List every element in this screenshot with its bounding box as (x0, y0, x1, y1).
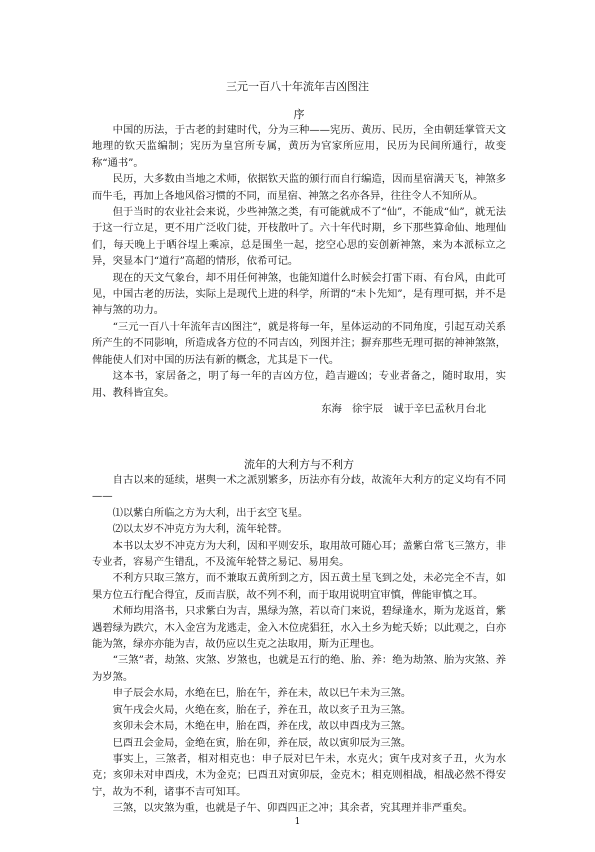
preface-paragraph: 中国的历法，于古老的封建时代，分为三种——宪历、黄历、民历，全由朝廷掌管天文地理的钦天监编制；宪历为皇宫所专属，黄历为官家所应用，民历为民间所通行，故变称“通书”。 (92, 124, 506, 169)
preface-paragraph: 这本书，家居备之，明了每一年的吉凶方位，趋吉避凶；专业者备之，随时取用，实用、教科皆宜矣。 (92, 370, 506, 399)
section-paragraph: 自古以来的延续，堪舆一术之派别繁多，历法亦有分歧，故流年大利方的定义均有不同—— (92, 474, 506, 503)
favorable-directions-section (92, 458, 506, 817)
preface-signature: 东海 徐宇辰 诚于辛巳孟秋月台北 (321, 402, 486, 415)
section-paragraph: 事实上，三煞者，相对相克也：申子辰对巳午未，水克火；寅午戌对亥子丑，火为水克；亥卯未对申酉戌，木为金克；巳酉丑对寅卯辰，金克木；相克则相战，相战必然不得安宁，故为不利，诸事不吉可知耳。 (92, 752, 506, 798)
section-paragraph: 三煞，以灾煞为重，也就是子午、卯酉四正之冲；其余者，究其理并非严重矣。 (112, 802, 473, 815)
section-list-item: 亥卯未会木局，木绝在申，胎在酉，养在戌，故以申酉戌为三煞。 (112, 720, 412, 733)
section-list-item: ⑵以太岁不冲克方为大利，流年轮替。 (112, 523, 288, 536)
page-number: 1 (294, 817, 301, 827)
section-list-item: 寅午戌会火局，火绝在亥，胎在子，养在丑，故以亥子丑为三煞。 (112, 703, 412, 716)
section-paragraph: 不利方只取三煞方，而不兼取五黄所到之方，因五黄土星飞到之处，未必完全不吉，如果方位五行配合得宜，反而吉朕，故不列不利，而于取用说明宜审慎，俾能审慎之耳。 (92, 572, 506, 601)
section-list-item: ⑴以紫白所临之方为大利，出于玄空飞星。 (112, 506, 309, 519)
section-paragraph: 本书以太岁不冲克方为大利，因和平则安乐，取用故可随心耳；盖紫白常飞三煞方，非专业者，容易产生错乱，不及流年轮替之易记、易用矣。 (92, 539, 506, 569)
preface-paragraph: 但于当时的农业社会来说，少些神煞之类，有可能就成不了“仙”，不能成“仙”，就无法于这一行立足，更不用广泛收门徒，开枝散叶了。六十年代时期，乡下那些算命仙、地理仙们，每天晚上于晒谷埕上乘凉，总是围坐一起，挖空心思的妄创新神煞，来为本派标立之异，突显本门“道行”高超的情形，依希可记。 (92, 206, 506, 268)
preface-paragraph: 现在的天文气象台，却不用任何神煞，也能知道什么时候会打雷下雨、有台风，由此可见，中国古老的历法，实际上是现代上进的科学，所谓的“未卜先知”，是有理可据，并不是神与煞的功力。 (92, 271, 506, 317)
section-list-item: 巳酉丑会金局，金绝在寅，胎在卯，养在辰，故以寅卯辰为三煞。 (112, 736, 412, 749)
preface-heading: 序 (293, 108, 305, 121)
section-paragraph: 术师均用洛书，只求紫白为吉，黑绿为煞，若以奇门来说，碧绿逢水，斯为龙返首，紫遇碧绿为跌穴，木入金宫为龙逃走，金入木位虎猖狂，水入土乡为蛇夭娇；以此观之，白亦能为煞，绿亦亦能为吉，故仍应以生克之法取用，斯为正理也。 (92, 605, 506, 651)
section-paragraph: “三煞”者，劫煞、灾煞、岁煞也，也就是五行的绝、胎、养：绝为劫煞、胎为灾煞、养为岁煞。 (92, 654, 506, 683)
section-heading: 流年的大利方与不利方 (244, 458, 354, 471)
section-list-item: 申子辰会水局，水绝在巳，胎在午，养在未，故以巳午未为三煞。 (112, 687, 412, 700)
preface-paragraph: “三元一百八十年流年吉凶图注”，就是将每一年，星体运动的不同角度，引起互动关系所产生的不同影响，所造成各方位的不同吉凶，列图并注；摒弃那些无理可据的神神煞煞，俾能使人们对中国的历法有新的概念，尤其是下一代。 (92, 320, 506, 366)
preface-section (92, 108, 506, 417)
document-title: 三元一百八十年流年吉凶图注 (226, 80, 369, 93)
preface-paragraph: 民历，大多数由当地之术师，依据钦天监的颁行而自行编造，因而星宿满天飞，神煞多而牛毛，再加上各地风俗习惯的不同，而星宿、神煞之名亦各异，往往令人不知所从。 (92, 173, 506, 202)
